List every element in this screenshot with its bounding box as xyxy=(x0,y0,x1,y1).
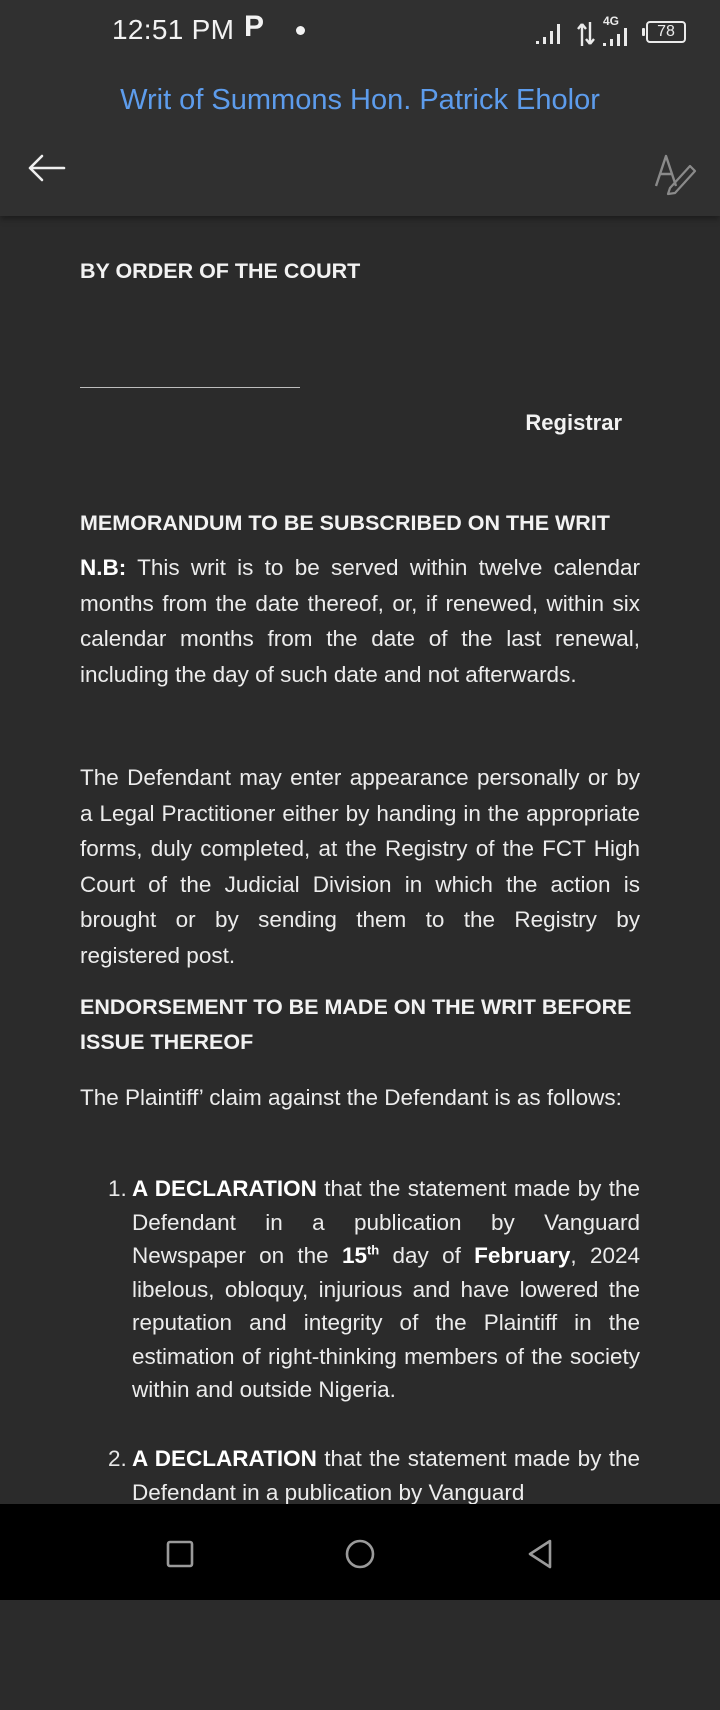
navigation-bar xyxy=(0,1504,720,1600)
claim-text xyxy=(132,1172,640,1407)
notification-dot-icon xyxy=(296,26,305,35)
battery-icon xyxy=(646,21,686,43)
network-type-label: 4G xyxy=(603,14,620,28)
document-title: Writ of Summons Hon. Patrick Eholor xyxy=(120,84,600,116)
endorsement-heading: ENDORSEMENT TO BE MADE ON THE WRIT BEFORE ISSUE THEREOF xyxy=(80,995,632,1054)
square-icon[interactable] xyxy=(160,1534,200,1574)
list-number: 1. xyxy=(108,1176,127,1201)
signal-icon xyxy=(536,22,564,46)
claim-month: February xyxy=(474,1243,571,1268)
defendant-paragraph: The Defendant may enter appearance personally or by a Legal Practitioner either by handing in the appropriate forms, duly completed, at the Registry of the FCT High Court of the Judicial Division in which the action is brought or by sending them to the Registry by registered post. xyxy=(80,765,640,968)
arrow-left-icon[interactable] xyxy=(24,148,68,188)
battery-level: 78 xyxy=(657,23,675,40)
claim-day: 15 xyxy=(341,1243,367,1268)
data-transfer-icon xyxy=(576,20,596,48)
list-item xyxy=(108,1172,640,1407)
nb-paragraph xyxy=(80,550,640,692)
notification-p-icon: P xyxy=(244,10,265,43)
registrar-label: Registrar xyxy=(525,410,622,435)
day-suffix-text: th xyxy=(366,1242,380,1258)
list-number: 2. xyxy=(108,1446,127,1471)
claim-text-a: that the statement made by the Defendant in a publication by Vanguard xyxy=(132,1446,640,1505)
order-heading: BY ORDER OF THE COURT xyxy=(80,259,361,283)
nb-text: This writ is to be served within twelve calendar months from the date thereof, or, if renewed, within six calendar months from the date of the last renewal, including the day of such date and not afterwards. xyxy=(80,555,640,687)
signal-icon-2 xyxy=(603,28,631,48)
signature-line xyxy=(80,387,300,388)
memo-heading: MEMORANDUM TO BE SUBSCRIBED ON THE WRIT xyxy=(80,511,610,535)
circle-icon[interactable] xyxy=(340,1534,380,1574)
claim-text xyxy=(132,1442,640,1509)
claim-lead: A DECLARATION xyxy=(132,1446,317,1471)
nb-label: N.B: xyxy=(80,555,127,580)
claim-lead: A DECLARATION xyxy=(132,1176,317,1201)
claim-text-a: that the statement made by the Defendant in a publication by Vanguard Newspaper on the xyxy=(132,1176,640,1268)
edit-text-icon[interactable] xyxy=(652,148,698,196)
claim-intro: The Plaintiff’ claim against the Defendant is as follows: xyxy=(80,1085,622,1110)
claim-text-b: day of xyxy=(379,1243,475,1268)
triangle-back-icon[interactable] xyxy=(520,1534,560,1574)
status-time: 12:51 PM xyxy=(112,14,235,45)
claim-text-c: , 2024 libelous, obloquy, injurious and have lowered the reputation and integrity of the Plaintiff in the estimation of right-thinking members of the society within and outside Nigeria. xyxy=(132,1243,641,1402)
claim-day-suffix xyxy=(367,1243,379,1258)
top-app-bar xyxy=(0,0,720,216)
